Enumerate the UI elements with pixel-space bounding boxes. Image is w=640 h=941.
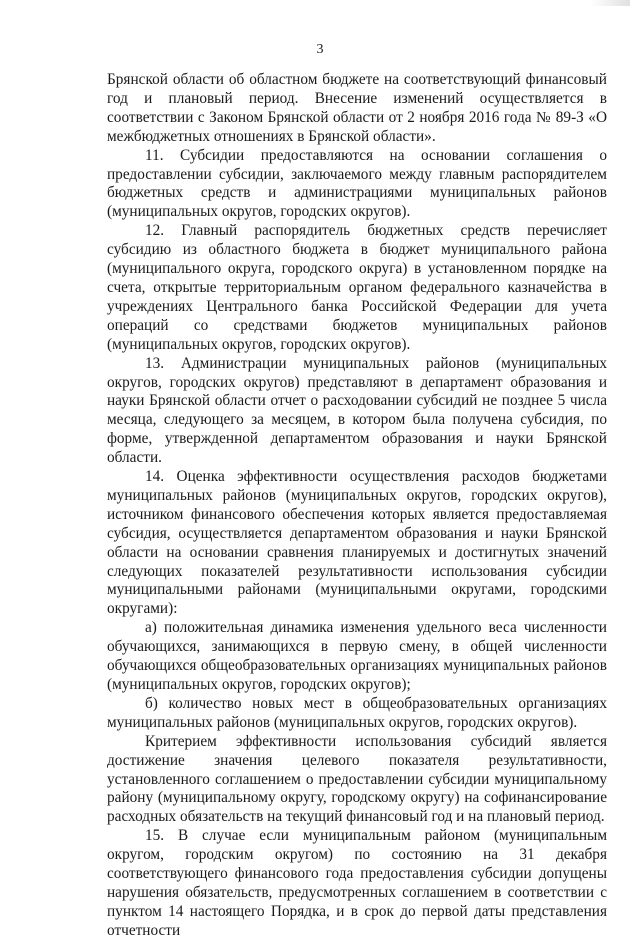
paragraph-12: 12. Главный распорядитель бюджетных средств перечисляет субсидию из областного бюджета в бюджет муниципального района (муниципального округа, городского округа) в установленном порядке на счета, открытые территориальным органом федерального казначейства в учреждениях Центрального банка Российской Федерации для учета операций со средствами бюджетов муниципальных районов (муниципальных округов, городских округов).	[107, 222, 607, 353]
paragraph-14: 14. Оценка эффективности осуществления расходов бюджетами муниципальных районов (муниципальных округов, городских округов), источником финансового обеспечения которых является предоставляемая субсидия, осуществляется департаментом образования и науки Брянской области на основании сравнения планируемых и достигнутых значений следующих показателей результативности использования субсидии муниципальными районами (муниципальными округами, городскими округами):	[107, 468, 607, 618]
paragraph-14-a: а) положительная динамика изменения удельного веса численности обучающихся, занимающихся в первую смену, в общей численности обучающихся общеобразовательных организациях муниципальных районов (муниципальных округов, городских округов);	[107, 619, 607, 693]
paragraph-11: 11. Субсидии предоставляются на основании соглашения о предоставлении субсидии, заключаемого между главным распорядителем бюджетных средств и администрациями муниципальных районов (муниципальных округов, городских округов).	[107, 146, 607, 221]
paragraph-continuation: Брянской области об областном бюджете на соответствующий финансовый год и плановый период. Внесение изменений осуществляется в соответствии с Законом Брянской области от 2 ноября 2016 года № 89-З «О межбюджетных отношениях в Брянской области».	[107, 71, 607, 145]
paragraph-13: 13. Администрации муниципальных районов (муниципальных округов, городских округов) представляют в департамент образования и науки Брянской области отчет о расходовании субсидий не позднее 5 числа месяца, следующего за месяцем, в котором была получена субсидия, по форме, утвержденной департаментом образования и науки Брянской области.	[107, 354, 607, 467]
paragraph-14-b: б) количество новых мест в общеобразовательных организациях муниципальных районов (муниципальных округов, городских округов).	[107, 694, 607, 731]
paragraph-criterion: Критерием эффективности использования субсидий является достижение значения целевого показателя результативности, установленного соглашением о предоставлении субсидии муниципальному району (муниципальному округу, городскому округу) на софинансирование расходных обязательств на текущий финансовый год и на плановый период.	[107, 732, 607, 826]
scan-artifact	[590, 0, 630, 6]
document-body	[107, 71, 607, 941]
paragraph-15: 15. В случае если муниципальным районом (муниципальным округом, городским округом) по состоянию на 31 декабря соответствующего финансового года предоставления субсидии допущены нарушения обязательств, предусмотренных соглашением в соответствии с пунктом 14 настоящего Порядка, и в срок до первой даты представления отчетности	[107, 827, 607, 939]
page-number: 3	[316, 42, 324, 57]
